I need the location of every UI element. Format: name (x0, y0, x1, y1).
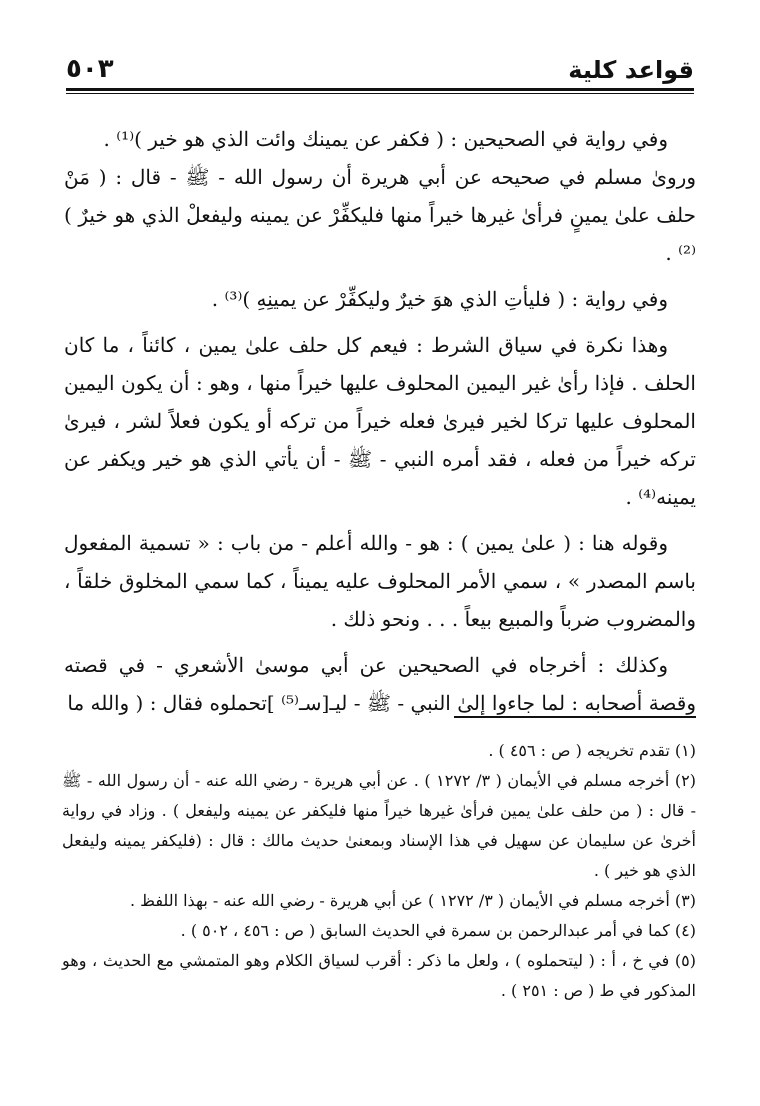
footnote-2: (٢) أخرجه مسلم في الأيمان ( ٣/ ١٢٧٢ ) . عن أبي هريرة - رضي الله عنه - أن رسول الله - ﷺ - قال : ( من حلف علىٰ يمين فرأىٰ غيرها خيراً منها فليكفر عن يمينه وليفعل ) . وزاد في رواية أخرىٰ عن سليمان عن سهيل في هذا الإسناد وبمعنىٰ حديث مالك : قال : (فليكفر يمينه وليفعل الذي هو خير ) . (62, 771, 696, 880)
footnote-separator (454, 716, 696, 718)
footnote-3: (٣) أخرجه مسلم في الأيمان ( ٣/ ١٢٧٢ ) عن أبي هريرة - رضي الله عنه - بهذا اللفظ . (129, 891, 696, 910)
main-text (64, 120, 696, 730)
footnote-4: (٤) كما في أمر عبدالرحمن بن سمرة في الحديث السابق ( ص : ٤٥٦ ، ٥٠٢ ) . (180, 921, 696, 940)
paragraph-1: وفي رواية في الصحيحين : ( فكفر عن يمينك وائت الذي هو خير )⁽¹⁾ . وروىٰ مسلم في صحيحه عن أبي هريرة أن رسول الله - ﷺ - قال : ( مَنْ حلف علىٰ يمينٍ فرأىٰ غيرها خيراً منها فليكفِّرْ عن يمينه وليفعلْ الذي هو خيرٌ )⁽²⁾ . (64, 127, 696, 265)
paragraph-2: وفي رواية : ( فليأتِ الذي هوَ خيرٌ وليكفِّرْ عن يمينِهِ )⁽³⁾ . (211, 287, 668, 311)
paragraph-3: وهذا نكرة في سياق الشرط : فيعم كل حلف علىٰ يمين ، كائناً ، ما كان الحلف . فإذا رأىٰ غير اليمين المحلوف عليها خيراً منها ، وهو : أن يكون اليمين المحلوف عليها تركا لخير فيرىٰ فعله خيراً من تركه أو يكون فعلاً لشر ، فيرىٰ تركه خيراً من فعله ، فقد أمره النبي - ﷺ - أن يأتي الذي هو خير ويكفر عن يمينه⁽⁴⁾ . (64, 333, 696, 509)
running-title: قواعد كلية (568, 56, 694, 84)
page-number: ٥٠٣ (66, 54, 114, 84)
footnote-1: (١) تقدم تخريجه ( ص : ٤٥٦ ) . (488, 741, 696, 760)
footnote-5: (٥) في خ ، أ : ( ليتحملوه ) ، ولعل ما ذكر : أقرب لسياق الكلام وهو المتمشي مع الحديث ، وهو المذكور في ط ( ص : ٢٥١ ) . (62, 951, 696, 1000)
page-header (66, 42, 694, 82)
paragraph-4: وقوله هنا : ( علىٰ يمين ) : هو - والله أعلم - من باب : « تسمية المفعول باسم المصدر » ، سمي الأمر المحلوف عليه يميناً ، كما سمي المخلوق خلقاً ، والمضروب ضرباً والمبيع بيعاً . . . ونحو ذلك . (64, 531, 696, 631)
footnotes (62, 736, 696, 1006)
header-rule (66, 88, 694, 91)
paragraph-5: وكذلك : أخرجاه في الصحيحين عن أبي موسىٰ الأشعري - في قصته وقصة أصحابه : لما جاءوا إلىٰ النبي - ﷺ - ليـ[سـ⁽⁵⁾ ]تحملوه فقال : ( والله ما (64, 653, 696, 715)
header-rule-thin (66, 93, 694, 94)
